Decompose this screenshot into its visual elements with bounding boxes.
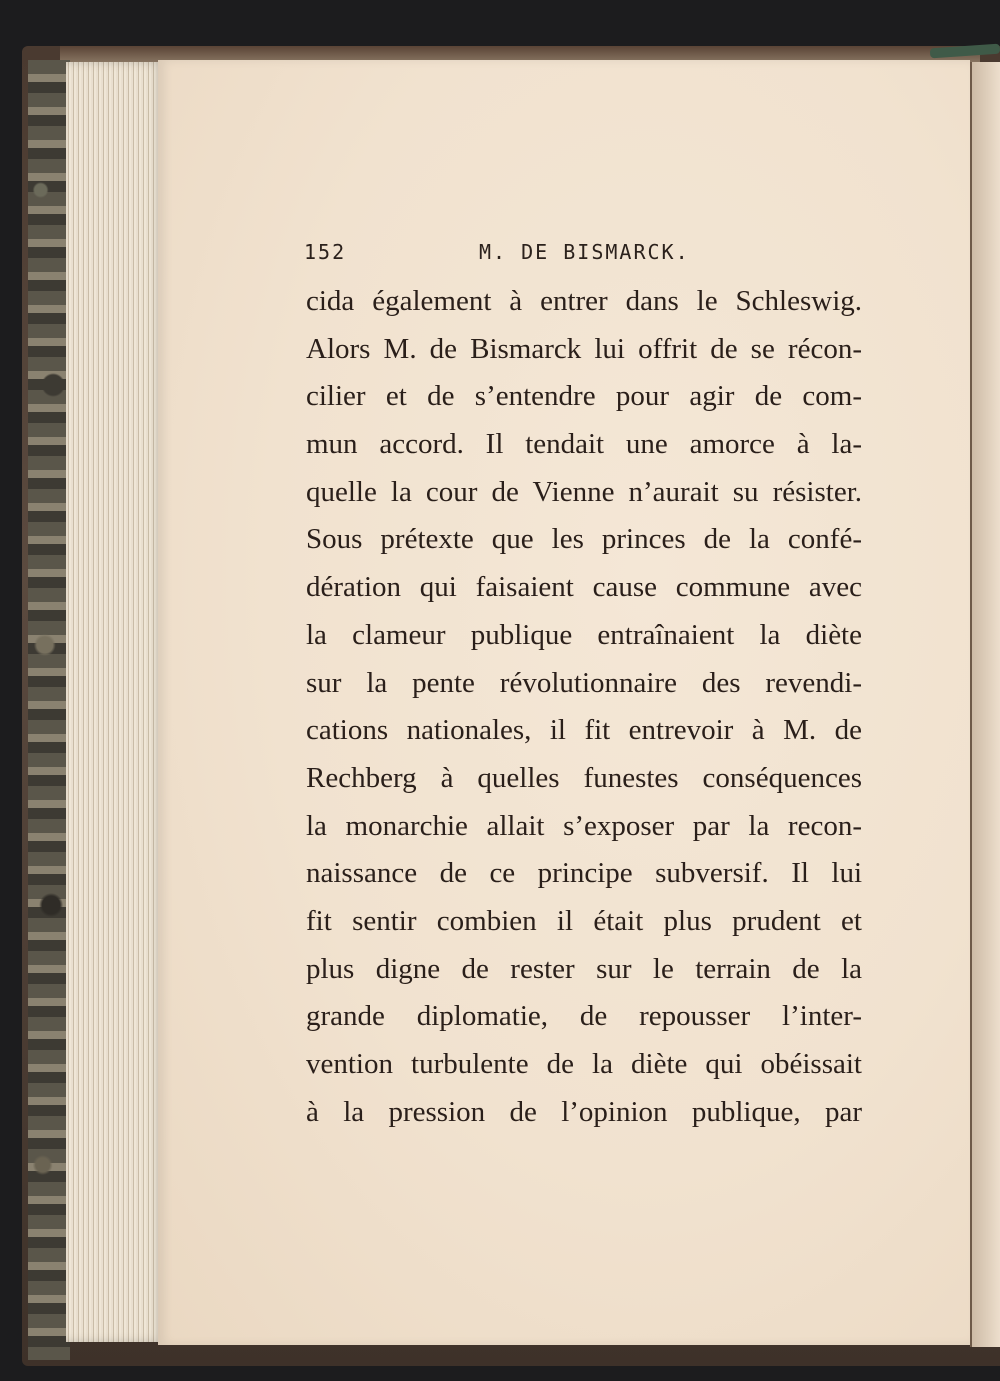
text-line: Rechberg à quelles funestes conséquences [306, 761, 862, 794]
page-number: 152 [304, 240, 347, 264]
text-line: Alors M. de Bismarck lui offrit de se récon- [306, 332, 862, 365]
text-line: Sous prétexte que les princes de la confé- [306, 523, 862, 556]
text-line: dération qui faisaient cause commune avec [306, 571, 862, 604]
text-line: quelle la cour de Vienne n’aurait su résister. [306, 475, 862, 508]
text-line: plus digne de rester sur le terrain de la [306, 952, 862, 985]
text-line: la clameur publique entraînaient la diète [306, 618, 862, 651]
text-line: sur la pente révolutionnaire des revendi- [306, 666, 862, 699]
running-title: M. DE BISMARCK. [479, 240, 690, 264]
running-head [304, 240, 844, 270]
text-line: cida également à entrer dans le Schleswig. [306, 285, 862, 317]
body-text [306, 278, 862, 1136]
text-line: cations nationales, il fit entrevoir à M. de [306, 714, 862, 747]
text-line: mun accord. Il tendait une amorce à la- [306, 428, 862, 461]
facing-page-edge [970, 62, 1000, 1347]
stacked-page-edges [66, 62, 164, 1342]
text-line: vention turbulente de la diète qui obéissait [306, 1048, 862, 1080]
text-line: naissance de ce principe subversif. Il lui [306, 857, 862, 890]
text-line: grande diplomatie, de repousser l’inter- [306, 1000, 862, 1033]
text-line: cilier et de s’entendre pour agir de com- [306, 380, 862, 413]
text-line: la monarchie allait s’exposer par la recon- [306, 809, 862, 842]
text-line: fit sentir combien il était plus prudent et [306, 904, 862, 937]
marbled-page-edges [28, 60, 70, 1360]
text-line: à la pression de l’opinion publique, par [306, 1095, 862, 1128]
